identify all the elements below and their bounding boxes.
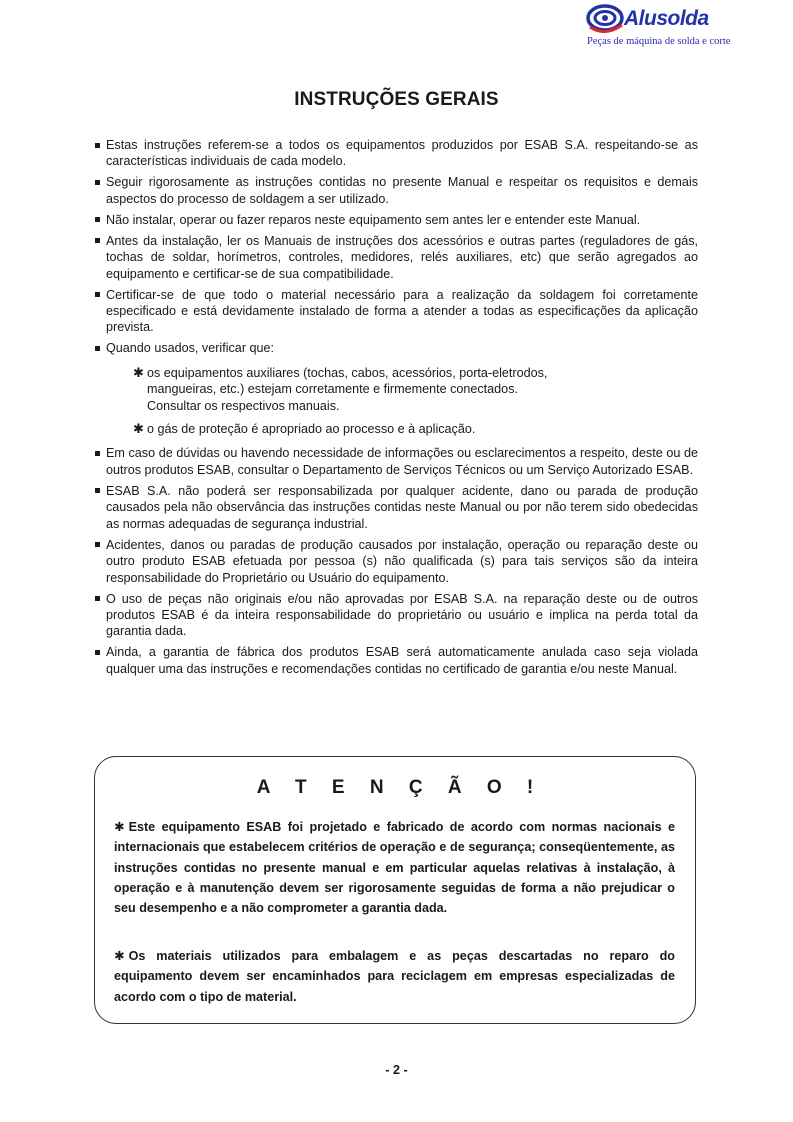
list-item: Acidentes, danos ou paradas de produção causados por instalação, operação ou reparação deste ou outro produto ESAB efetuada por pessoa (s) não qualificada (s) para tais serviços são da inteira responsabilidade do Proprietário ou Usuário do equipamento. [94,537,698,586]
brand-tagline: Peças de máquina de solda e corte [587,36,731,47]
alusolda-emblem-icon [586,3,626,37]
attention-paragraph-standards: ✱ Este equipamento ESAB foi projetado e fabricado de acordo com normas nacionais e internacionais que estabelecem critérios de operação e de segurança; conseqüentemente, as instruções contidas no presente manual e em particular aquelas relativas à instalação, à operação e à manutenção devem ser rigorosamente seguidas de forma a não prejudicar o seu desempenho e a não comprometer a garantia dada. [114,820,675,916]
square-bullet-icon [95,217,100,222]
asterisk-icon: ✱ [133,364,144,380]
square-bullet-icon [95,292,100,297]
square-bullet-icon [95,238,100,243]
asterisk-icon: ✱ [133,421,144,437]
square-bullet-icon [95,488,100,493]
list-item: ESAB S.A. não poderá ser responsabilizada por qualquer acidente, dano ou parada de produção causados pela não observância das instruções contidas neste Manual ou por não terem sido obedecidas as normas adequadas de segurança industrial. [94,483,698,532]
square-bullet-icon [95,451,100,456]
sub-item-shielding-gas: ✱ o gás de proteção é apropriado ao processo e à aplicação. [133,421,476,437]
list-item: O uso de peças não originais e/ou não aprovadas por ESAB S.A. na reparação deste ou de outros produtos ESAB é da inteira responsabilidade do proprietário ou usuário e implica na perda total da garantia dada. [94,591,698,640]
brand-name: Alusolda [624,7,709,30]
square-bullet-icon [95,346,100,351]
list-item: Estas instruções referem-se a todos os equipamentos produzidos por ESAB S.A. respeitando-se as características individuais de cada modelo. [94,137,698,170]
square-bullet-icon [95,180,100,185]
asterisk-icon: ✱ [114,949,125,963]
asterisk-icon: ✱ [114,820,125,834]
check-sublist [133,365,698,438]
list-item: Antes da instalação, ler os Manuais de instruções dos acessórios e outras partes (reguladores de gás, tochas de soldar, horímetros, controles, medidores, relés auxiliares, etc) que serão agregados ao equipamento e certificar-se de sua compatibilidade. [94,233,698,282]
list-item: Certificar-se de que todo o material necessário para a realização da soldagem foi corretamente especificado e está devidamente instalado de forma a atender a todas as especificações da aplicação prevista. [94,287,698,336]
page-number: - 2 - [385,1063,408,1077]
page-title: INSTRUÇÕES GERAIS [294,89,499,110]
attention-paragraph-recycling: ✱ Os materiais utilizados para embalagem e as peças descartadas no reparo do equipamento devem ser encaminhados para reciclagem em empresas especializadas de acordo com o tipo de material. [114,949,675,1004]
square-bullet-icon [95,143,100,148]
list-item: Em caso de dúvidas ou havendo necessidade de informações ou esclarecimentos a respeito, deste ou de outros produtos ESAB, consultar o Departamento de Serviços Técnicos ou um Serviço Autorizado ESAB. [94,445,698,478]
instructions-list [94,137,698,682]
list-item: Ainda, a garantia de fábrica dos produtos ESAB será automaticamente anulada caso seja violada qualquer uma das instruções e recomendações contidas no certificado de garantia e/ou neste Manual. [94,644,698,677]
square-bullet-icon [95,542,100,547]
attention-box [94,756,696,1024]
brand-logo [584,2,731,50]
sub-item-auxiliary-equipment: ✱ os equipamentos auxiliares (tochas, cabos, acessórios, porta-eletrodos, mangueiras, etc.) estejam corretamente e firmemente conectados. Consultar os respectivos manuais. [133,364,548,413]
list-item: Não instalar, operar ou fazer reparos neste equipamento sem antes ler e entender este Manual. [94,212,698,228]
attention-title: A T E N Ç Ã O ! [256,777,544,798]
list-item: Seguir rigorosamente as instruções contidas no presente Manual e respeitar os requisitos e demais aspectos do processo de soldagem a ser utilizado. [94,174,698,207]
list-item: Quando usados, verificar que: ✱ os equipamentos auxiliares (tochas, cabos, acessórios, porta-eletrodos, mangueiras, etc.) estejam corretamente e firmemente conectados. Consultar os respectivos manuais. ✱ o gás de proteção é apropriado ao processo e à aplicação. [94,340,698,437]
square-bullet-icon [95,650,100,655]
square-bullet-icon [95,596,100,601]
